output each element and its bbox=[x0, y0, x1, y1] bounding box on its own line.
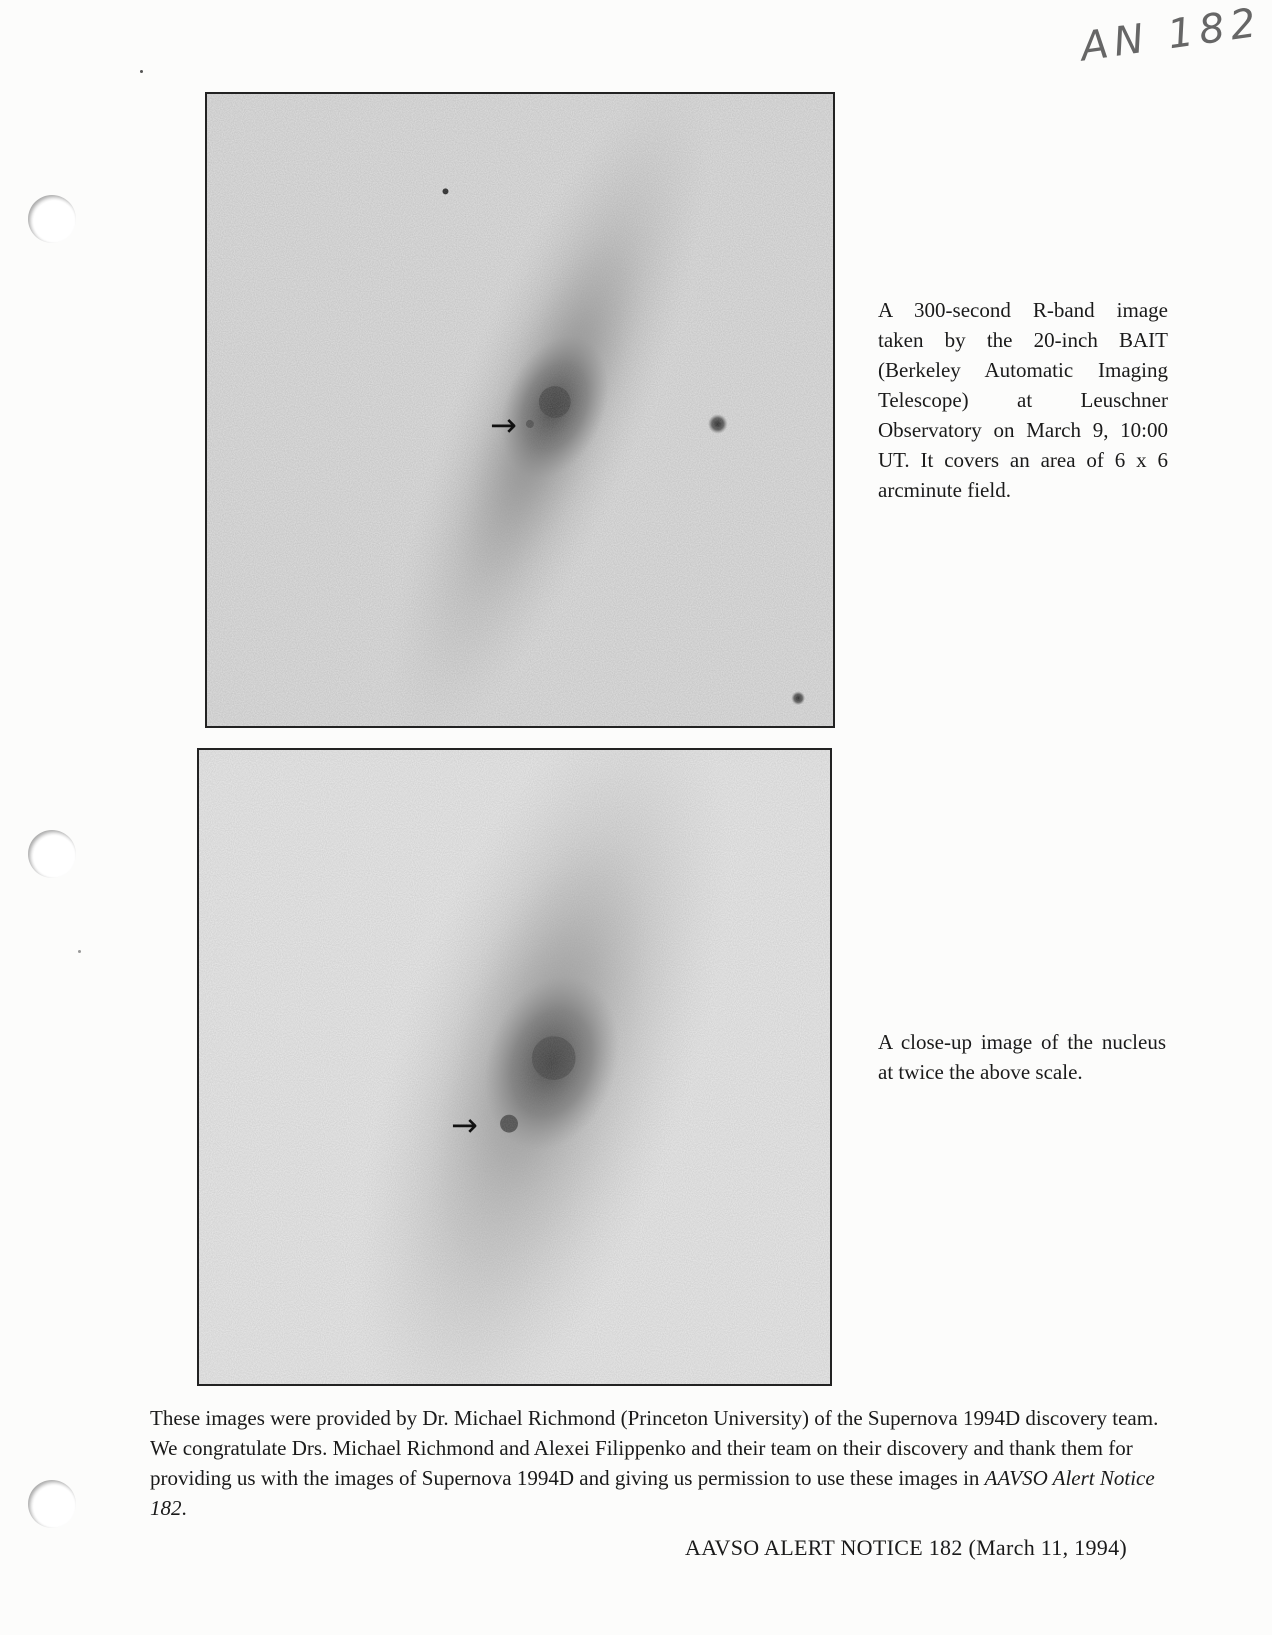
publication-title: AAVSO Alert Notice 182 bbox=[150, 1466, 1155, 1520]
ccd-image-close-up bbox=[197, 748, 832, 1386]
ccd-image-wide-field bbox=[205, 92, 835, 728]
galaxy-image-wide bbox=[207, 94, 833, 726]
galaxy-image-close-up bbox=[199, 750, 830, 1384]
supernova-arrow-bottom: → bbox=[451, 1106, 478, 1144]
credits-end: . bbox=[181, 1496, 187, 1520]
speck bbox=[140, 70, 143, 73]
punch-hole-bottom bbox=[28, 1480, 76, 1528]
caption-wide-field: A 300-second R-band image taken by the 20-inch BAIT (Berkeley Automatic Imaging Telescope) at Leuschner Observatory on March 9, 10:00 UT. It covers an area of 6 x 6 arcminute field. bbox=[878, 298, 1168, 502]
punch-hole-middle bbox=[28, 830, 76, 878]
supernova-arrow-top: → bbox=[490, 406, 517, 444]
punch-hole-top bbox=[28, 195, 76, 243]
credits-text: These images were provided by Dr. Michael Richmond (Princeton University) of the Supernova 1994D discovery team. We congratulate Drs. Michael Richmond and Alexei Filippenko and their team on their discovery and thank them for providing us with the images of Supernova 1994D and giving us permission to use these images in bbox=[150, 1406, 1159, 1490]
notice-footer: AAVSO ALERT NOTICE 182 (March 11, 1994) bbox=[685, 1535, 1127, 1560]
credits-paragraph bbox=[150, 1403, 1165, 1523]
caption-close-up: A close-up image of the nucleus at twice the above scale. bbox=[878, 1030, 1166, 1084]
speck bbox=[78, 950, 81, 953]
handwritten-annotation: AN 182 bbox=[1077, 0, 1265, 71]
